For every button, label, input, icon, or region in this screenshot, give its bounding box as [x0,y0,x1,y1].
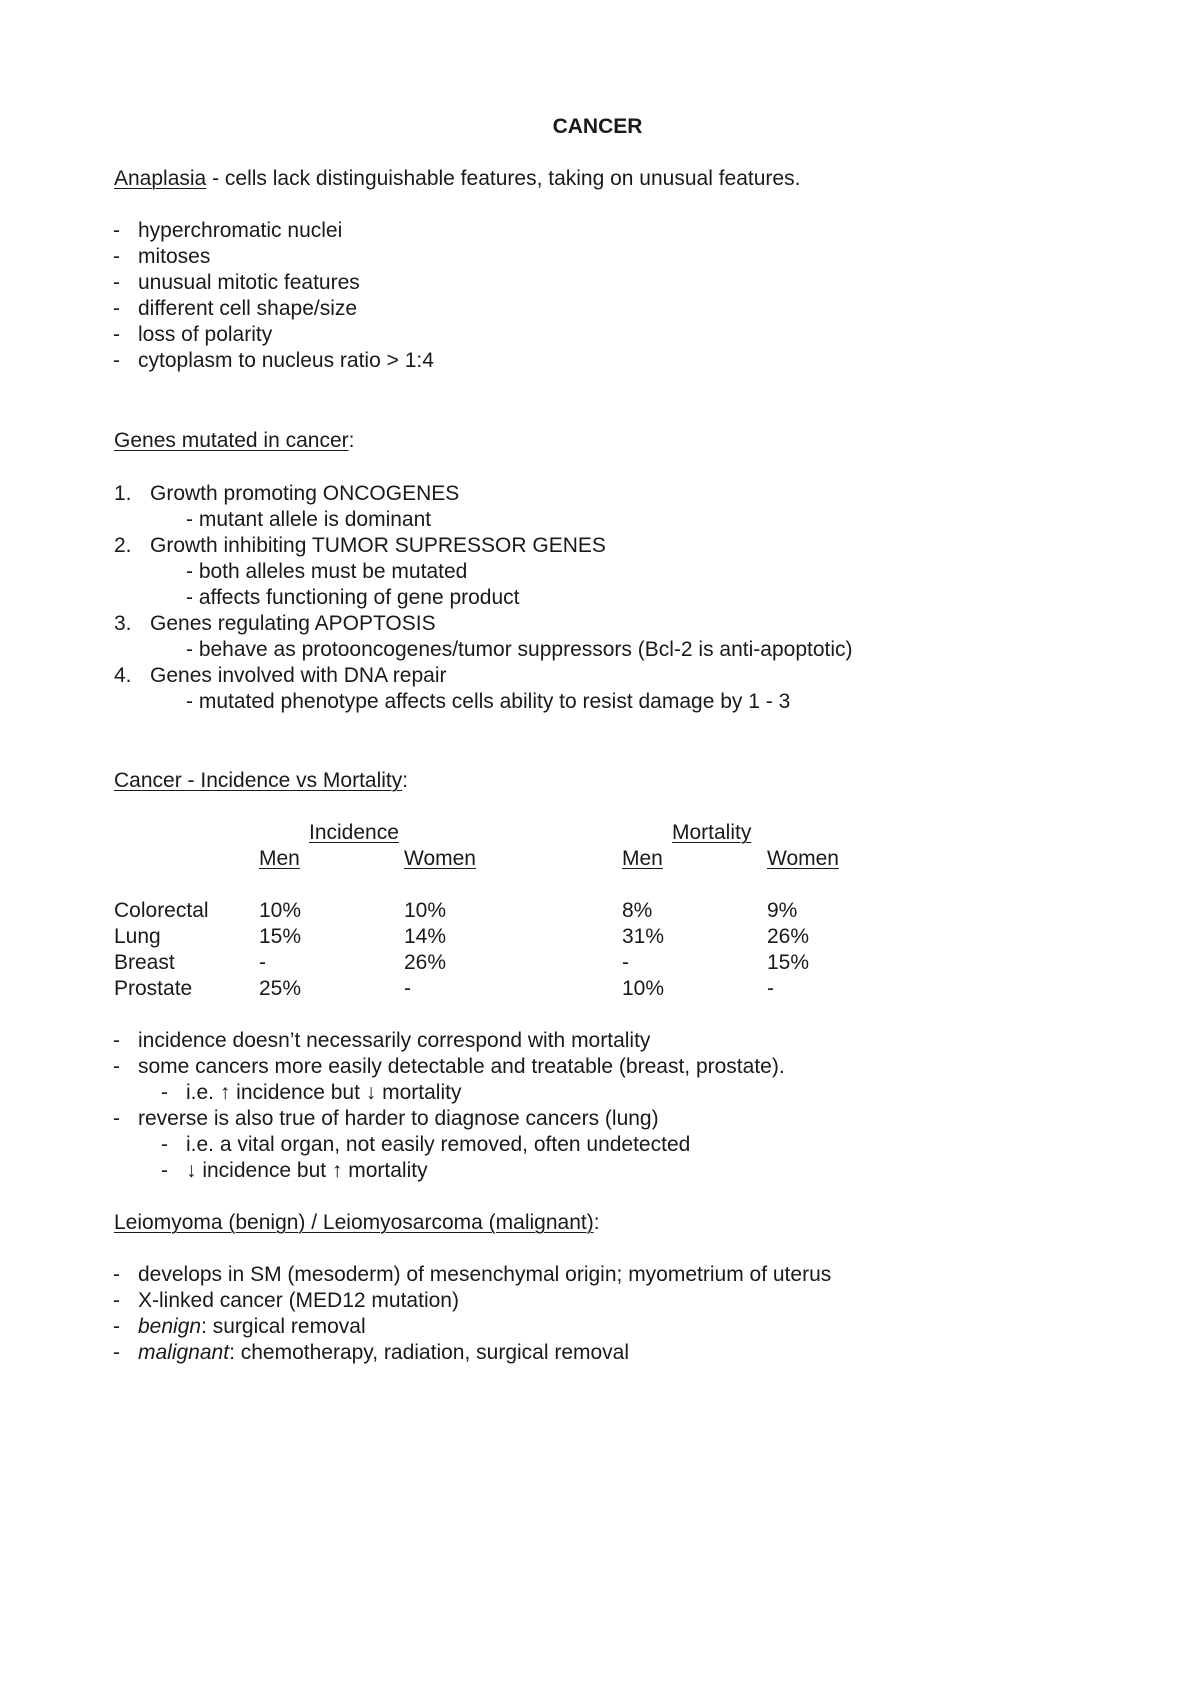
incidence-heading: Cancer - Incidence vs Mortality: [114,769,409,792]
table-cell: 15% [259,925,302,948]
table-cell: 25% [259,977,302,1000]
table-cell: 8% [622,899,653,922]
column-header: Men [622,847,663,870]
genes-heading: Genes mutated in cancer: [114,429,355,452]
table-cell: 26% [404,951,447,974]
table-cell: - [622,951,629,974]
table-cell: - [767,977,774,1000]
anaplasia-term: Anaplasia [114,167,207,190]
anaplasia-definition [114,166,800,192]
table-cell: 9% [767,899,798,922]
anaplasia-text: - cells lack distinguishable features, taking on unusual features. [206,167,801,190]
table-cell: 15% [767,951,810,974]
column-header: Women [404,847,476,870]
table-cell: - [404,977,411,1000]
column-header: Women [767,847,839,870]
table-cell: 10% [259,899,302,922]
table-cell: 14% [404,925,447,948]
column-header: Men [259,847,300,870]
table-cell: 31% [622,925,665,948]
group-header-mortality: Mortality [672,821,752,844]
leiomyoma-heading: Leiomyoma (benign) / Leiomyosarcoma (malignant): [114,1211,600,1234]
table-cell: - [259,951,266,974]
table-cell: Prostate [114,977,193,1000]
page-title: CANCER [552,115,643,138]
table-cell: Lung [114,925,161,948]
document-page: CANCER Anaplasia - cells lack distinguishable features, taking on unusual features. - hyperchromatic nuclei - mitoses - unusual mitotic features - different cell shape/size - loss of polarity - cytoplasm to nucleus ratio > 1:4 Genes mutated in cancer: 1. Growth promoting ONCOGENES - mutant allele is dominant 2. Growth inhibiting TUMOR SUPRESSOR GENES - both alleles must be mutated - affects functioning of gene product 3. Genes regulating APOPTOSIS - behave as protooncogenes/tumor suppressors (Bcl-2 is anti-apoptotic) 4. Genes involved with DNA repair - mutated phenotype affects cells ability to resist damage by 1 - 3 Cancer - Incidence vs Mortality: Incidence Mortality Men Women Men Women Colorectal 10% 10% 8% 9% Lung 15% 14% 31% 26% Breast - 26% - 15% Prostate 25% - 10% - - incidence doesn’t necessarily correspond with mortality - some cancers more easily detectable and treatable (breast, prostate). - i.e. ↑ incidence but ↓ mortality - reverse is also true of harder to diagnose cancers (lung) - i.e. a vital organ, not easily removed, often undetected - ↓ incidence but ↑ mortality Leiomyoma (benign) / Leiomyosarcoma (malignant): - develops in SM (mesoderm) of mesenchymal origin; myometrium of uterus - X-linked cancer (MED12 mutation) - benign: surgical removal - malignant: chemotherapy, radiation, surgical removal [0,0,1200,1697]
table-cell: Breast [114,951,175,974]
table-cell: 10% [622,977,665,1000]
table-cell: 26% [767,925,810,948]
table-cell: Colorectal [114,899,209,922]
group-header-incidence: Incidence [309,821,399,844]
table-cell: 10% [404,899,447,922]
